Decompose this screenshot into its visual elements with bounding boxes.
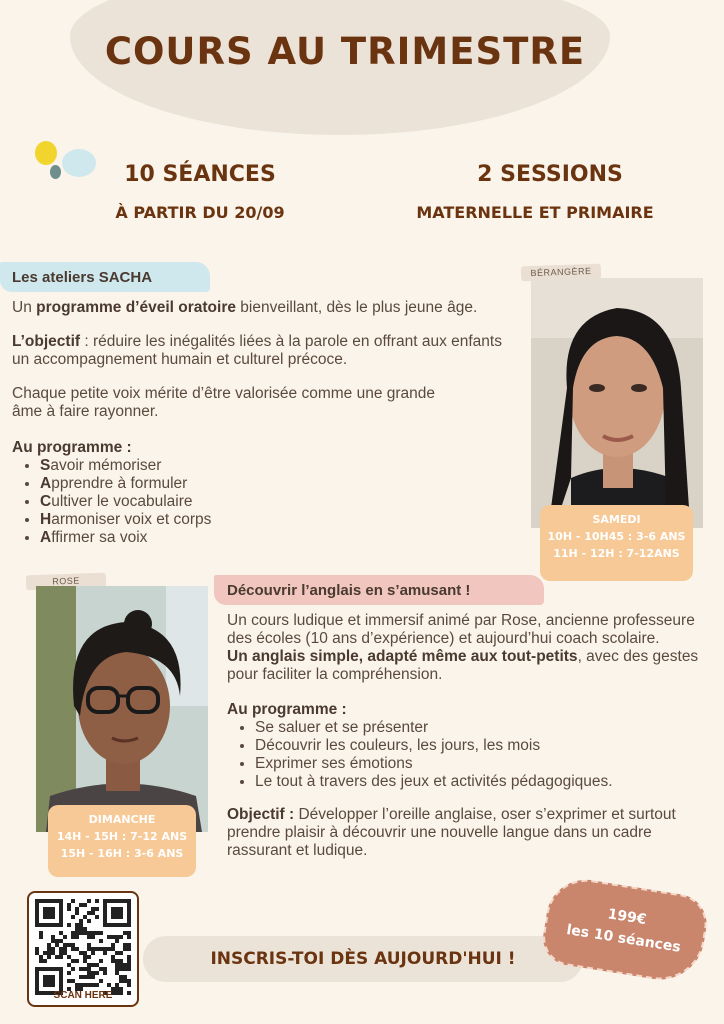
sacha-text — [12, 299, 522, 547]
rose-name-tag: ROSE — [26, 573, 106, 591]
price-amount: 199€ — [606, 906, 648, 929]
signup-call-to-action[interactable]: INSCRIS-TOI DÈS AUJOURD'HUI ! — [143, 936, 583, 982]
berangere-slot-2: 11H - 12H : 7-12ANS — [553, 547, 680, 560]
sacha-program-item: • Harmoniser voix et corps — [40, 511, 522, 529]
rose-slot-2: 15H - 16H : 3-6 ANS — [60, 847, 184, 860]
sacha-heading: Les ateliers SACHA — [12, 269, 153, 286]
anglais-paragraph-1: Un cours ludique et immersif animé par Rose, ancienne professeure des écoles (10 ans d’expérience) et aujourd’hui coach scolaire. — [227, 612, 695, 647]
berangere-slot-1: 10H - 10H45 : 3-6 ANS — [547, 530, 686, 543]
berangere-name-tag: BÉRANGÈRE — [521, 264, 601, 282]
sacha-paragraph-2: L’objectif : réduire les inégalités liées à la parole en offrant aux enfants un accompagnement humain et culturel précoce. — [12, 333, 502, 368]
anglais-text — [227, 612, 712, 860]
anglais-objective: Objectif : Développer l’oreille anglaise, oser s’exprimer et surtout prendre plaisir à découvrir une nouvelle langue dans un cadre rassurant et ludique. — [227, 806, 676, 859]
sacha-program-label: Au programme : — [12, 439, 132, 456]
anglais-program-list — [227, 719, 712, 791]
rose-day: DIMANCHE — [88, 813, 156, 826]
scan-here-label: SCAN HERE — [53, 990, 113, 1001]
berangere-photo — [531, 278, 703, 528]
price-detail: les 10 séances — [565, 921, 682, 956]
start-date: À PARTIR DU 20/09 — [115, 203, 285, 222]
anglais-program-label: Au programme : — [227, 701, 347, 718]
rose-schedule — [48, 805, 196, 877]
sacha-program-list — [12, 457, 522, 547]
anglais-program-item: • Découvrir les couleurs, les jours, les mois — [255, 737, 712, 755]
anglais-heading: Découvrir l’anglais en s’amusant ! — [227, 582, 471, 599]
sacha-program-item: • Apprendre à formuler — [40, 475, 522, 493]
sessions-count: 10 SÉANCES — [124, 162, 276, 187]
sacha-paragraph-3: Chaque petite voix mérite d’être valorisée comme une grande âme à faire rayonner. — [12, 385, 436, 420]
berangere-schedule — [540, 505, 693, 581]
berangere-day: SAMEDI — [592, 513, 641, 526]
rose-photo — [36, 586, 208, 832]
sacha-program-item: • Cultiver le vocabulaire — [40, 493, 522, 511]
anglais-program-item: • Le tout à travers des jeux et activités pédagogiques. — [255, 773, 712, 791]
sacha-paragraph-1: Un programme d’éveil oratoire bienveillant, dès le plus jeune âge. — [12, 299, 478, 316]
levels: MATERNELLE ET PRIMAIRE — [416, 203, 654, 222]
sacha-program-item: • Savoir mémoriser — [40, 457, 522, 475]
sessions-type: 2 SESSIONS — [477, 162, 623, 187]
sacha-program-item: • Affirmer sa voix — [40, 529, 522, 547]
anglais-program-item: • Exprimer ses émotions — [255, 755, 712, 773]
page-title: COURS AU TRIMESTRE — [104, 30, 586, 73]
rose-slot-1: 14H - 15H : 7-12 ANS — [56, 830, 188, 843]
anglais-program-item: • Se saluer et se présenter — [255, 719, 712, 737]
anglais-paragraph-2: Un anglais simple, adapté même aux tout-petits, avec des gestes pour faciliter la compréhension. — [227, 648, 699, 683]
